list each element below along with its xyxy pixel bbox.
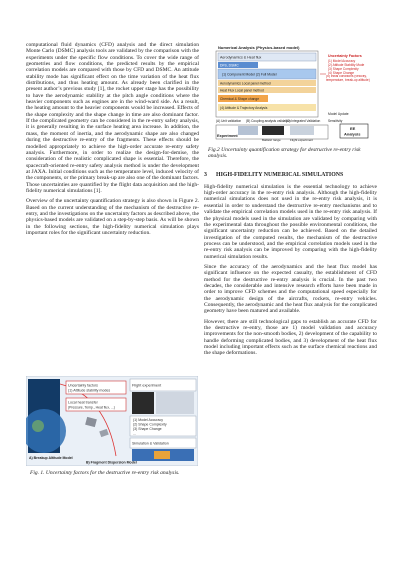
- fig2-experiment: Experiment: [217, 134, 238, 138]
- fig2-heat-flux: Heat Flux Local panel method: [220, 88, 264, 93]
- fig2-shape-change: Chemical & Shape change: [220, 96, 260, 101]
- fig2-uncertainty-item: (2) Attitude Stability Mode: [328, 63, 365, 67]
- fig2-uncertainty-item: (3) Shape Complexity: [328, 67, 359, 71]
- figure-2: [204, 44, 378, 144]
- fig2-bottom-label: (B) Coupling analysis validation: [246, 119, 291, 123]
- paragraph: High-fidelity numerical simulation is the essential technology to achieve high-order accuracy in the re-entry risk analysis. Although the high-fidelity numerical simulations does not used in the re-entry risk analysis, it is essential in order to understand the destructive re-entry mechanisms and to validate the empirical correlation models used in the re-entry risk analysis. If the physical models used in the simulation are validated by comparing with the experimental data throughout the possible environmental conditions, the significant uncertainty reduction can be achieved. Based on the detailed investigation of the computed results, the mechanism of the destructive process can be understood, and the empirical correlation models used in the re-entry risk analysis can be improved by comparing with the high-fidelity numerical simulation results.: [204, 183, 377, 260]
- fig2-aero-model: Aerodynamics Local panel method: [220, 81, 271, 86]
- fig2-aero-heat: Aerodynamics & Heat flux: [220, 55, 262, 60]
- paragraph: computational fluid dynamics (CFD) analysis and the direct simulation Monte Carlo (DSMC) analysis tools are validated by the comparison with the experiments under the specific flow conditions. To cover the wide range of geometries and flow conditions, the predicted results by the empirical correlation models are compared with those by CFD and DSMC. An attitude stability mode has significant effect on the time variation of the heat flux distributions, and thus heating amount. As already been clarified in the present author’s previous study [1], the rocket upper stage has the possibility to have the aerodynamic stability at the pitch angle conditions where the heavier components such as engines are in the wind-ward side. As a result, the heating amount to the heavier components would be increased. Effects of the shape complexity and the shape change in time are also dominant factor. If the complicated geometry can be considered in the re-entry safety analysis, it is generally resulting in the surface heating area increase. In addition, the mass, the moment of inertia, and the aerodynamic shape are also changed during the destructive re-entry of the fragments. These effects should be modelled appropriately to achieve the high-order accurate re-entry safety analysis. Furthermore, in order to realize the design-for-demise, the consideration of the realistic complicated shape is essential. Therefore, the spacecraft-oriented re-entry safety analysis method is under the development at JAXA. Initial conditions such as the temperature level, induced velocity of the components, or the primary break-up are also one of the dominant factors. Those uncertainties are quantified by the flight data acquisition and the high-fidelity numerical simulations [1].: [26, 42, 199, 194]
- fig1-flight-label: Flight experiment: [132, 383, 162, 388]
- fig2-uncertainty-item: (1) Model Accuracy: [328, 59, 356, 63]
- section-title: HIGH-FIDELITY NUMERICAL SIMULATIONS: [216, 172, 344, 178]
- fig2-analysis: Analysis: [344, 131, 361, 137]
- fig2-bottom-label: (A) Unit validation: [216, 119, 242, 123]
- fig2-uncertainty-title: Uncertainty Factors: [328, 54, 362, 58]
- fig2-flight: Flight experiment: [290, 138, 314, 142]
- fig1-label-a: A) Breakup Altitude Model: [29, 456, 73, 460]
- paragraph: Overview of the uncertainty quantification strategy is also shown in Figure 2. Based on the current understanding of the mechanism of the destructive re-entry, and the investigations on the uncertainty factors as described above, the physics-based models are validated on a step-by-step basis. As will be shown in the following sections, the high-fidelity numerical simulation plays important roles for the significant uncertainty reduction.: [26, 198, 199, 236]
- paragraph: However, there are still technological gaps to establish an accurate CFD for the destructive re-entry, those are 1) model validation and accuracy improvements for the non-smooth bodies, 2) development of the capability to handle deforming complicated bodies, and 3) development of the heat flux model including important effects such as the surface chemical reactions and the shape deformations.: [204, 318, 377, 357]
- fig1-list-item: (3) Shape Change: [133, 427, 162, 431]
- fig1-box1-line2: (1) Attitude stability modes: [68, 388, 111, 393]
- fig1-box1-line1: Uncertainty factors: [68, 383, 98, 388]
- fig1-list-item: (1) Model Accuracy: [133, 418, 163, 422]
- section-heading: [204, 172, 377, 179]
- fig1-list-item: ...: [133, 431, 136, 436]
- right-column: [204, 166, 377, 361]
- fig2-bottom-label: (C) Integrated Validation: [286, 119, 321, 123]
- fig1-sim-label: Simulation & Validation: [132, 441, 169, 446]
- fig2-model-update: Model Update: [328, 112, 349, 116]
- fig2-uncertainty-item: (4) Shape Change: [328, 71, 355, 75]
- fig2-cfd-model: (1) Component Model (2) Full Model: [222, 72, 277, 77]
- left-column: [26, 42, 199, 240]
- figure-1-caption: Fig. 1. Uncertainty factors for the destructive re-entry risk analysis.: [30, 470, 180, 476]
- fig2-ballistic: Ballistic range: [262, 138, 281, 142]
- fig2-uncertainty-item: (5) Initial conditions (velocity, temperature, break-up altitude): [326, 75, 370, 82]
- section-number: 3: [204, 172, 207, 178]
- fig1-list-item: (2) Shape Complexity: [133, 422, 167, 427]
- fig2-sensitivity: Sensitivity: [328, 119, 343, 123]
- paragraph: Since the accuracy of the aerodynamics and the heat flux model has significant influence on the expected casualty, the establishment of CFD method for the destructive re-entry analysis is crucial. In the past two decades, the considerable and intensive research efforts have been made in order to improve CFD schemes and the computational speed especially for the aerodynamic design of the aircrafts, rockets, re-entry vehicles. Consequently, the aerodynamic and the heat flux analysis for the complicated geometry have been matured and available.: [204, 263, 377, 315]
- fig1-box2-line1: Local heat transfer: [68, 400, 98, 405]
- fig2-dsmc: DFS, DSMC: [220, 63, 239, 68]
- figure-2-caption: Fig.2 Uncertainty quantification strategy for destructive re-entry risk analysis.: [208, 147, 361, 160]
- fig2-title: Numerical Analysis (Physics-based model): [218, 45, 300, 50]
- fig2-attitude: (4) Attitude & Trajectory Analysis: [220, 105, 268, 110]
- fig1-box2-line2: (Pressure, Temp., Heat flux, ...): [68, 405, 115, 410]
- fig2-ee: EE: [350, 126, 356, 131]
- figure-1: [26, 376, 198, 466]
- fig1-label-b: B) Fragment Dispersion Model: [86, 460, 137, 465]
